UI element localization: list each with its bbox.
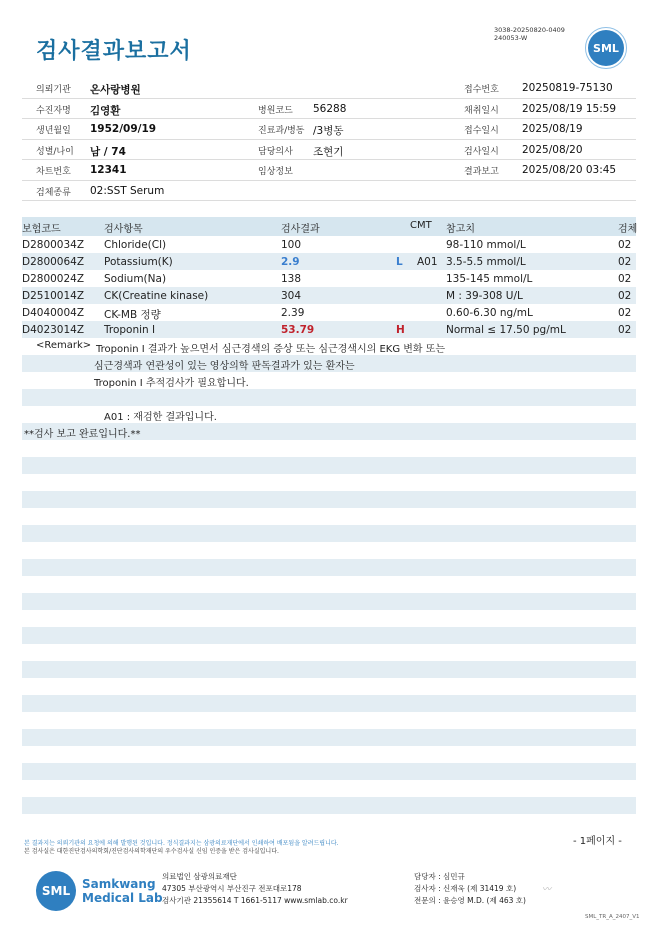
- blank-line: [22, 814, 636, 831]
- cell-item: CK-MB 정량: [104, 309, 161, 321]
- footer-logo-mark: SML: [36, 871, 76, 911]
- value-patient-name: 김영환: [90, 104, 121, 117]
- remark-line: [22, 372, 636, 389]
- org-info: [162, 871, 348, 907]
- remarks-area: [22, 338, 636, 831]
- brand-line2: Medical Lab: [82, 891, 163, 905]
- header-code: 보험코드: [22, 224, 61, 235]
- cell-reference: 135-145 mmol/L: [446, 273, 533, 285]
- blank-line: [22, 627, 636, 644]
- label-report-time: 결과보고: [464, 167, 499, 177]
- remark-text: Troponin I 추적검사가 필요합니다.: [94, 378, 249, 389]
- blank-line: [22, 746, 636, 763]
- cell-code: D2800034Z: [22, 239, 85, 251]
- cell-code: D2510014Z: [22, 290, 85, 302]
- form-code: SML_TR_A_2407_V1: [585, 914, 640, 920]
- document-id-line2: 240053-W: [494, 34, 528, 42]
- org-contact: 검사기관 21355614 T 1661-5117 www.smlab.co.kr: [162, 896, 348, 905]
- blank-line: [22, 559, 636, 576]
- cell-specimen: 02: [618, 324, 632, 336]
- cell-specimen: 02: [618, 256, 632, 268]
- label-test-time: 검사일시: [464, 146, 499, 157]
- cell-result: 100: [281, 239, 302, 251]
- blank-line: [22, 440, 636, 457]
- signature-mark: 〰: [542, 885, 552, 895]
- table-header: [22, 217, 636, 236]
- label-birth-date: 생년월일: [36, 126, 71, 136]
- header-specimen: 검체: [618, 224, 638, 235]
- org-address: 47305 부산광역시 부산진구 전포대로178: [162, 884, 302, 893]
- value-collection-time: 2025/08/19 15:59: [522, 102, 617, 115]
- remark-line: [22, 423, 636, 440]
- label-patient-name: 수진자명: [36, 105, 71, 116]
- cell-specimen: 02: [618, 307, 632, 319]
- staff-specialist: 전문의 : 윤승영 M.D. (제 463 호): [414, 896, 526, 905]
- table-row: [22, 253, 636, 270]
- blank-line: [22, 542, 636, 559]
- remark-text: 심근경색과 연관성이 있는 영상의학 판독결과가 있는 환자는: [94, 361, 355, 372]
- cell-reference: 0.60-6.30 ng/mL: [446, 307, 533, 319]
- footer-brand-name: [82, 877, 163, 905]
- table-row: [22, 270, 636, 287]
- blank-line: [22, 644, 636, 661]
- brand-line1: Samkwang: [82, 877, 156, 891]
- table-row: [22, 321, 636, 338]
- blank-line: [22, 695, 636, 712]
- remark-line: [22, 338, 636, 355]
- sml-logo: SML: [588, 30, 624, 66]
- report-complete-note: **검사 보고 완료입니다.**: [24, 429, 141, 440]
- low-flag: L: [396, 256, 403, 268]
- report-title: 검사결과보고서: [36, 39, 192, 64]
- org-name: 의료법인 삼광의료재단: [162, 872, 237, 881]
- info-row: [22, 119, 636, 140]
- label-receipt-no: 접수번호: [464, 85, 499, 95]
- blank-line: [22, 610, 636, 627]
- cell-item: Sodium(Na): [104, 273, 167, 285]
- footer-brand: [36, 871, 163, 911]
- cell-specimen: 02: [618, 290, 632, 302]
- cell-reference: 3.5-5.5 mmol/L: [446, 256, 526, 268]
- header-reference: 참고치: [446, 224, 475, 235]
- cell-item: CK(Creatine kinase): [104, 290, 209, 302]
- blank-line: [22, 797, 636, 814]
- label-doctor: 담당의사: [258, 146, 293, 157]
- document-id: [494, 26, 565, 42]
- value-requesting-org: 온사랑병원: [90, 84, 141, 96]
- cmt-legend: A01 : 재검한 결과입니다.: [104, 412, 217, 423]
- remark-line: [22, 355, 636, 372]
- cell-item: Chloride(Cl): [104, 239, 167, 251]
- disclaimer-line2: 본 검사실은 대한진단검사의학회/진단검사의학재단의 우수검사실 신임 인증을 받은 검사실입니다.: [24, 848, 279, 855]
- label-chart-no: 차트번호: [36, 167, 71, 177]
- value-report-time: 2025/08/20 03:45: [522, 164, 617, 176]
- cell-result-low: 2.9: [281, 256, 300, 268]
- blank-line: [22, 576, 636, 593]
- cell-specimen: 02: [618, 273, 632, 285]
- document-id-line1: 3038-20250820-0409: [494, 26, 565, 34]
- blank-line: [22, 593, 636, 610]
- blank-line: [22, 525, 636, 542]
- table-row: [22, 287, 636, 304]
- info-row: [22, 99, 636, 120]
- label-clinical-info: 임상정보: [258, 167, 293, 177]
- cell-item: Troponin I: [104, 324, 156, 336]
- label-collection-time: 채취일시: [464, 105, 499, 116]
- cell-result: 2.39: [281, 307, 305, 319]
- blank-line: [22, 661, 636, 678]
- value-specimen-type: 02:SST Serum: [90, 184, 165, 197]
- remark-line: [22, 406, 636, 423]
- value-receipt-time: 2025/08/19: [522, 123, 583, 135]
- value-sex-age: 남 / 74: [90, 145, 126, 158]
- info-row: [22, 140, 636, 161]
- staff-info: [414, 871, 526, 907]
- cell-code: D4023014Z: [22, 324, 85, 336]
- value-chart-no: 12341: [90, 164, 127, 176]
- label-specimen-type: 검체종류: [36, 187, 71, 198]
- header-item: 검사항목: [104, 224, 143, 235]
- value-receipt-no: 20250819-75130: [522, 82, 613, 94]
- cell-item: Potassium(K): [104, 256, 173, 268]
- cell-cmt: A01: [417, 256, 438, 268]
- value-birth-date: 1952/09/19: [90, 123, 157, 135]
- value-department: /3병동: [313, 125, 344, 137]
- header-result: 검사결과: [281, 224, 320, 235]
- label-receipt-time: 접수일시: [464, 126, 499, 136]
- disclaimer-line1: 본 결과지는 의뢰기관의 요청에 의해 발행된 것입니다. 정식결과지는 삼광의료재단에서 인쇄하여 배포됨을 알려드립니다.: [24, 840, 339, 847]
- cell-result-high: 53.79: [281, 324, 315, 336]
- blank-line: [22, 457, 636, 474]
- blank-line: [22, 678, 636, 695]
- results-table: [22, 217, 636, 338]
- label-department: 진료과/병동: [258, 126, 305, 136]
- blank-line: [22, 389, 636, 406]
- cell-specimen: 02: [618, 239, 632, 251]
- blank-line: [22, 763, 636, 780]
- info-row: [22, 78, 636, 99]
- blank-line: [22, 474, 636, 491]
- label-sex-age: 성별/나이: [36, 146, 74, 157]
- staff-contact: 담당자 : 심민규: [414, 872, 465, 881]
- info-row: [22, 160, 636, 181]
- blank-line: [22, 780, 636, 797]
- header-cmt: CMT: [410, 220, 432, 231]
- table-row: [22, 304, 636, 321]
- value-test-time: 2025/08/20: [522, 143, 583, 156]
- label-hospital-code: 병원코드: [258, 105, 293, 116]
- high-flag: H: [396, 324, 405, 336]
- blank-line: [22, 508, 636, 525]
- blank-line: [22, 491, 636, 508]
- disclaimer: [24, 840, 339, 856]
- patient-info-panel: [22, 78, 636, 201]
- cell-reference: 98-110 mmol/L: [446, 239, 526, 251]
- remark-text: Troponin I 결과가 높으면서 심근경색의 증상 또는 심근경색시의 EKG 변화 또는: [96, 344, 446, 355]
- cell-result: 138: [281, 273, 302, 285]
- cell-result: 304: [281, 290, 302, 302]
- cell-code: D2800024Z: [22, 273, 85, 285]
- cell-code: D2800064Z: [22, 256, 85, 268]
- value-doctor: 조현기: [313, 145, 344, 158]
- info-row: [22, 181, 636, 202]
- cell-reference: M : 39-308 U/L: [446, 290, 523, 302]
- blank-line: [22, 729, 636, 746]
- remark-tag: <Remark>: [36, 340, 92, 351]
- blank-line: [22, 712, 636, 729]
- page-number: - 1페이지 -: [573, 836, 622, 847]
- table-row: [22, 236, 636, 253]
- staff-tester: 검사자 : 신재욱 (제 31419 호): [414, 884, 517, 893]
- label-requesting-org: 의뢰기관: [36, 85, 71, 95]
- value-hospital-code: 56288: [313, 102, 347, 115]
- cell-code: D4040004Z: [22, 307, 85, 319]
- cell-reference: Normal ≤ 17.50 pg/mL: [446, 324, 566, 336]
